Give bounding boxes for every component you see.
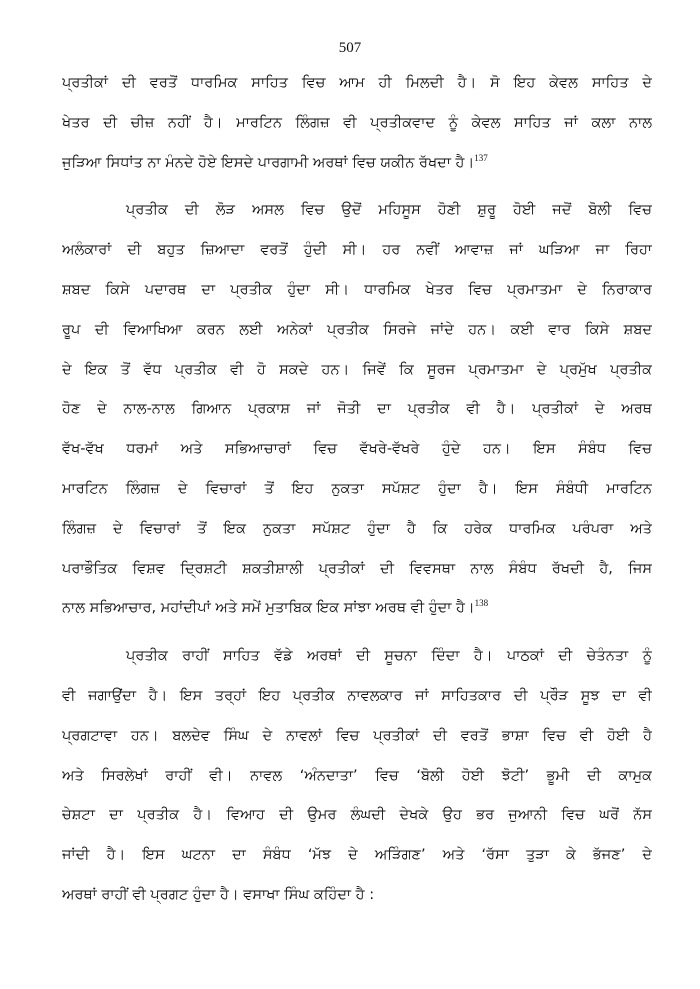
paragraph-gap xyxy=(62,629,652,637)
text-line xyxy=(62,836,652,876)
text-line xyxy=(62,430,652,470)
page-body xyxy=(62,64,652,916)
page-number: 507 xyxy=(338,40,362,56)
text-line xyxy=(62,231,652,271)
text-line xyxy=(62,637,652,677)
text-line xyxy=(62,144,652,184)
text-line xyxy=(62,589,652,629)
line-text: ਖੇਤਰ ਦੀ ਚੀਜ਼ ਨਹੀਂ ਹੈ। ਮਾਰਟਿਨ ਲਿੰਗਜ਼ ਵੀ ਪ੍ਰਤੀਕਵਾਦ ਨੂੰ ਕੇਵਲ ਸਾਹਿਤ ਜਾਂ ਕਲਾ ਨਾਲ xyxy=(62,114,652,131)
line-text: ਮਾਰਟਿਨ ਲਿੰਗਜ਼ ਦੇ ਵਿਚਾਰਾਂ ਤੋਂ ਇਹ ਨੁਕਤਾ ਸਪੱਸ਼ਟ ਹੁੰਦਾ ਹੈ। ਇਸ ਸੰਬੰਧੀ ਮਾਰਟਿਨ xyxy=(62,480,652,497)
line-text: ਪ੍ਰਤੀਕ ਦੀ ਲੋੜ ਅਸਲ ਵਿਚ ਉਦੋਂ ਮਹਿਸੂਸ ਹੋਣੀ ਸ਼ੁਰੂ ਹੋਈ ਜਦੋਂ ਬੋਲੀ ਵਿਚ xyxy=(126,202,652,219)
text-line xyxy=(62,351,652,391)
line-text: ਵੱਖ-ਵੱਖ ਧਰਮਾਂ ਅਤੇ ਸਭਿਆਚਾਰਾਂ ਵਿਚ ਵੱਖਰੇ-ਵੱਖਰੇ ਹੁੰਦੇ ਹਨ। ਇਸ ਸੰਬੰਧ ਵਿਚ xyxy=(62,441,652,458)
line-text: ਪ੍ਰਗਟਾਵਾ ਹਨ। ਬਲਦੇਵ ਸਿੰਘ ਦੇ ਨਾਵਲਾਂ ਵਿਚ ਪ੍ਰਤੀਕਾਂ ਦੀ ਵਰਤੋਂ ਭਾਸ਼ਾ ਵਿਚ ਵੀ ਹੋਈ ਹੈ xyxy=(62,727,652,744)
line-text: ਪਰਾਭੌਤਿਕ ਵਿਸ਼ਵ ਦ੍ਰਿਸ਼ਟੀ ਸ਼ਕਤੀਸ਼ਾਲੀ ਪ੍ਰਤੀਕਾਂ ਦੀ ਵਿਵਸਥਾ ਨਾਲ ਸੰਬੰਧ ਰੱਖਦੀ ਹੈ, ਜਿਸ xyxy=(62,560,652,577)
text-line xyxy=(62,271,652,311)
paragraph xyxy=(62,64,652,183)
text-line xyxy=(62,311,652,351)
line-text: ਨਾਲ ਸਭਿਆਚਾਰ, ਮਹਾਂਦੀਪਾਂ ਅਤੇ ਸਮੇਂ ਮੁਤਾਬਿਕ ਇਕ ਸਾਂਝਾ ਅਰਥ ਵੀ ਹੁੰਦਾ ਹੈ। xyxy=(62,600,475,617)
text-line xyxy=(62,470,652,510)
paragraph xyxy=(62,637,652,916)
line-text: ਪ੍ਰਤੀਕ ਰਾਹੀਂ ਸਾਹਿਤ ਵੱਡੇ ਅਰਥਾਂ ਦੀ ਸੂਚਨਾ ਦਿੰਦਾ ਹੈ। ਪਾਠਕਾਂ ਦੀ ਚੇਤੰਨਤਾ ਨੂੰ xyxy=(126,648,652,665)
footnote-marker[interactable]: 138 xyxy=(474,598,489,609)
text-line xyxy=(62,717,652,757)
text-line xyxy=(62,550,652,590)
line-text: ਜਾਂਦੀ ਹੈ। ਇਸ ਘਟਨਾ ਦਾ ਸੰਬੰਧ ‘ਮੱਝ ਦੇ ਅੜਿੰਗਣ’ ਅਤੇ ‘ਰੱਸਾ ਤੁੜਾ ਕੇ ਭੱਜਣ’ ਦੇ xyxy=(62,847,652,864)
text-line xyxy=(62,796,652,836)
line-text: ਚੇਸ਼ਟਾ ਦਾ ਪ੍ਰਤੀਕ ਹੈ। ਵਿਆਹ ਦੀ ਉਮਰ ਲੰਘਦੀ ਦੇਖਕੇ ਉਹ ਭਰ ਜੁਆਨੀ ਵਿਚ ਘਰੋਂ ਨੱਸ xyxy=(62,807,652,824)
line-text: ਦੇ ਇਕ ਤੋਂ ਵੱਧ ਪ੍ਰਤੀਕ ਵੀ ਹੋ ਸਕਦੇ ਹਨ। ਜਿਵੇਂ ਕਿ ਸੂਰਜ ਪ੍ਰਮਾਤਮਾ ਦੇ ਪ੍ਰਮੁੱਖ ਪ੍ਰਤੀਕ xyxy=(62,361,652,378)
line-text: ਪ੍ਰਤੀਕਾਂ ਦੀ ਵਰਤੋਂ ਧਾਰਮਿਕ ਸਾਹਿਤ ਵਿਚ ਆਮ ਹੀ ਮਿਲਦੀ ਹੈ। ਸੋ ਇਹ ਕੇਵਲ ਸਾਹਿਤ ਦੇ xyxy=(62,75,652,91)
line-text: ਰੂਪ ਦੀ ਵਿਆਖਿਆ ਕਰਨ ਲਈ ਅਨੇਕਾਂ ਪ੍ਰਤੀਕ ਸਿਰਜੇ ਜਾਂਦੇ ਹਨ। ਕਈ ਵਾਰ ਕਿਸੇ ਸ਼ਬਦ xyxy=(62,321,652,338)
paragraph xyxy=(62,191,652,629)
line-text: ਹੋਣ ਦੇ ਨਾਲ-ਨਾਲ ਗਿਆਨ ਪ੍ਰਕਾਸ਼ ਜਾਂ ਜੋਤੀ ਦਾ ਪ੍ਰਤੀਕ ਵੀ ਹੈ। ਪ੍ਰਤੀਕਾਂ ਦੇ ਅਰਥ xyxy=(62,401,652,418)
line-text: ਵੀ ਜਗਾਉਂਦਾ ਹੈ। ਇਸ ਤਰ੍ਹਾਂ ਇਹ ਪ੍ਰਤੀਕ ਨਾਵਲਕਾਰ ਜਾਂ ਸਾਹਿਤਕਾਰ ਦੀ ਪ੍ਰੌੜ ਸੂਝ ਦਾ ਵੀ xyxy=(62,687,652,704)
line-text: ਅਰਥਾਂ ਰਾਹੀਂ ਵੀ ਪ੍ਰਗਟ ਹੁੰਦਾ ਹੈ। ਵਸਾਖਾ ਸਿੰਘ ਕਹਿੰਦਾ ਹੈ : xyxy=(62,886,375,903)
line-text: ਅਲੰਕਾਰਾਂ ਦੀ ਬਹੁਤ ਜ਼ਿਆਦਾ ਵਰਤੋਂ ਹੁੰਦੀ ਸੀ। ਹਰ ਨਵੀਂ ਆਵਾਜ਼ ਜਾਂ ਘੜਿਆ ਜਾ ਰਿਹਾ xyxy=(62,242,652,259)
text-line xyxy=(62,510,652,550)
text-line xyxy=(62,876,652,916)
text-line xyxy=(62,64,652,104)
text-line xyxy=(62,390,652,430)
footnote-marker[interactable]: 137 xyxy=(474,152,488,163)
text-line xyxy=(62,757,652,797)
line-text: ਜੁੜਿਆ ਸਿਧਾਂਤ ਨਾ ਮੰਨਦੇ ਹੋਏ ਇਸਦੇ ਪਾਰਗਾਮੀ ਅਰਥਾਂ ਵਿਚ ਯਕੀਨ ਰੱਖਦਾ ਹੈ। xyxy=(62,154,475,171)
text-line xyxy=(62,677,652,717)
text-line xyxy=(62,191,652,231)
line-text: ਅਤੇ ਸਿਰਲੇਖਾਂ ਰਾਹੀਂ ਵੀ। ਨਾਵਲ ‘ਅੰਨਦਾਤਾ’ ਵਿਚ ‘ਬੋਲੀ ਹੋਈ ਝੋਟੀ’ ਭੂਮੀ ਦੀ ਕਾਮੁਕ xyxy=(62,767,652,784)
line-text: ਲਿੰਗਜ਼ ਦੇ ਵਿਚਾਰਾਂ ਤੋਂ ਇਕ ਨੁਕਤਾ ਸਪੱਸ਼ਟ ਹੁੰਦਾ ਹੈ ਕਿ ਹਰੇਕ ਧਾਰਮਿਕ ਪਰੰਪਰਾ ਅਤੇ xyxy=(62,520,652,537)
text-line xyxy=(62,104,652,144)
paragraph-gap xyxy=(62,183,652,191)
line-text: ਸ਼ਬਦ ਕਿਸੇ ਪਦਾਰਥ ਦਾ ਪ੍ਰਤੀਕ ਹੁੰਦਾ ਸੀ। ਧਾਰਮਿਕ ਖੇਤਰ ਵਿਚ ਪ੍ਰਮਾਤਮਾ ਦੇ ਨਿਰਾਕਾਰ xyxy=(62,281,652,298)
